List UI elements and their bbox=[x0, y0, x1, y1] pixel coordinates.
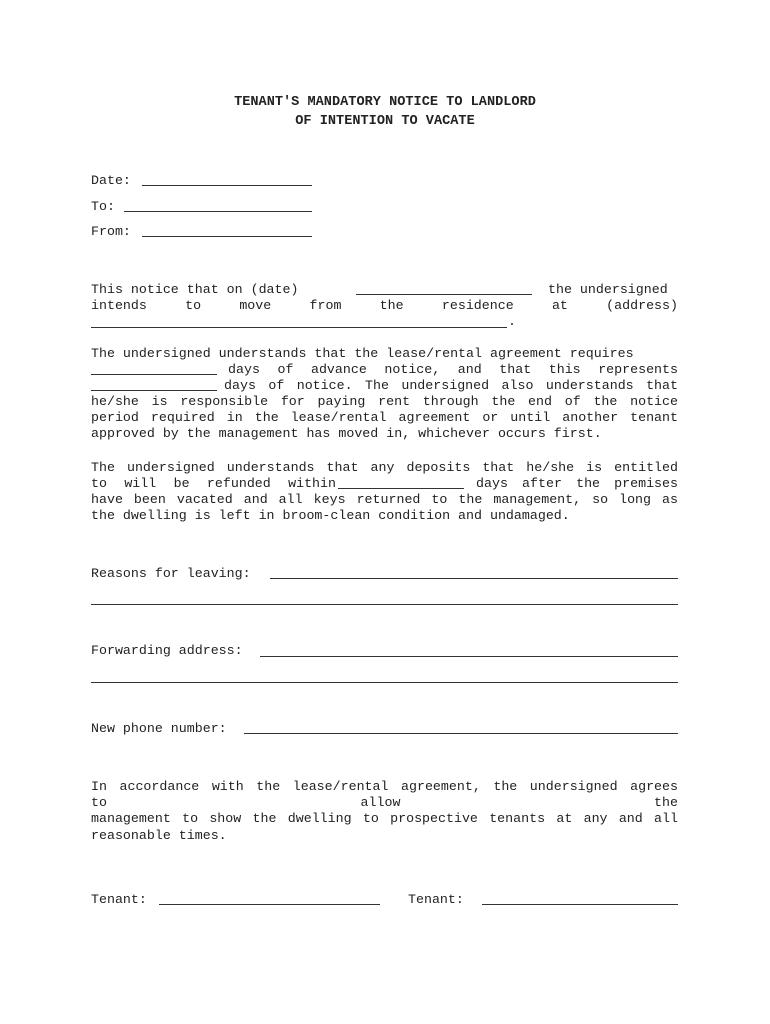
tenant-1-signature-blank[interactable] bbox=[159, 904, 380, 905]
date-label: Date: bbox=[91, 173, 131, 188]
lease-lines-rest bbox=[91, 394, 678, 443]
date-blank[interactable] bbox=[142, 185, 312, 186]
deposit-line-2-part-2: days after the premises bbox=[476, 476, 678, 491]
tenant-2-label: Tenant: bbox=[408, 892, 464, 907]
deposit-line-1-wrap bbox=[91, 460, 678, 476]
from-label: From: bbox=[91, 224, 131, 239]
forwarding-label: Forwarding address: bbox=[91, 643, 243, 658]
lease-line-2-wrap bbox=[228, 362, 678, 378]
advance-days-blank[interactable] bbox=[91, 374, 217, 375]
phone-blank[interactable] bbox=[244, 733, 678, 734]
tenant-2-signature-blank[interactable] bbox=[482, 904, 678, 905]
access-line-2 bbox=[91, 795, 678, 811]
notice-period: . bbox=[508, 314, 516, 329]
access-line-2-word: to bbox=[91, 795, 107, 811]
deposit-line-3: have been vacated and all keys returned to the management, so long as bbox=[91, 492, 678, 507]
lease-line-2: days of advance notice, and that this represents bbox=[228, 362, 678, 377]
notice-address-blank[interactable] bbox=[91, 327, 507, 328]
notice-line-2 bbox=[91, 298, 678, 314]
to-blank[interactable] bbox=[124, 211, 312, 212]
access-line-1: In accordance with the lease/rental agreement, the undersigned agrees bbox=[91, 779, 678, 794]
notice-text-part-1: This notice that on (date) bbox=[91, 282, 299, 297]
notice-date-blank[interactable] bbox=[356, 294, 532, 295]
notice-text-part-2: the undersigned bbox=[548, 282, 668, 297]
lease-line-6: approved by the management has moved in, whichever occurs first. bbox=[91, 426, 602, 442]
tenant-1-label: Tenant: bbox=[91, 892, 147, 907]
deposit-line-1: The undersigned understands that any deposits that he/she is entitled bbox=[91, 460, 678, 475]
deposit-line-2a-wrap bbox=[91, 476, 336, 492]
reasons-blank-1[interactable] bbox=[270, 578, 678, 579]
lease-line-5: period required in the lease/rental agreement or until another tenant bbox=[91, 410, 678, 426]
deposit-line-4: the dwelling is left in broom-clean condition and undamaged. bbox=[91, 508, 570, 524]
access-line-3: management to show the dwelling to prospective tenants at any and all bbox=[91, 811, 678, 827]
from-blank[interactable] bbox=[142, 236, 312, 237]
forwarding-blank-2[interactable] bbox=[91, 682, 678, 683]
reasons-label: Reasons for leaving: bbox=[91, 566, 251, 581]
lease-line-3: days of notice. The undersigned also understands that bbox=[224, 378, 678, 393]
refund-days-blank[interactable] bbox=[338, 488, 464, 489]
phone-label: New phone number: bbox=[91, 721, 227, 736]
lease-line-1: The undersigned understands that the lease/rental agreement requires bbox=[91, 346, 634, 361]
document-title-line-1: TENANT'S MANDATORY NOTICE TO LANDLORD bbox=[234, 95, 536, 110]
lease-line-4: he/she is responsible for paying rent through the end of the notice bbox=[91, 394, 678, 409]
access-line-2-word: allow bbox=[360, 795, 401, 811]
notice-days-blank[interactable] bbox=[91, 390, 217, 391]
access-line-4: reasonable times. bbox=[91, 827, 227, 843]
deposit-lines-rest bbox=[91, 492, 678, 524]
deposit-line-2-part-1: to will be refunded within bbox=[91, 476, 336, 491]
to-label: To: bbox=[91, 199, 115, 214]
access-line-2-word: the bbox=[654, 795, 678, 811]
lease-line-3-wrap bbox=[224, 378, 678, 394]
document-title-line-2: OF INTENTION TO VACATE bbox=[295, 114, 475, 129]
reasons-blank-2[interactable] bbox=[91, 604, 678, 605]
access-paragraph bbox=[91, 779, 678, 844]
notice-address-line: intends to move from the residence at (address) bbox=[91, 298, 678, 313]
deposit-line-2b-wrap bbox=[476, 476, 678, 492]
forwarding-blank-1[interactable] bbox=[260, 656, 678, 657]
